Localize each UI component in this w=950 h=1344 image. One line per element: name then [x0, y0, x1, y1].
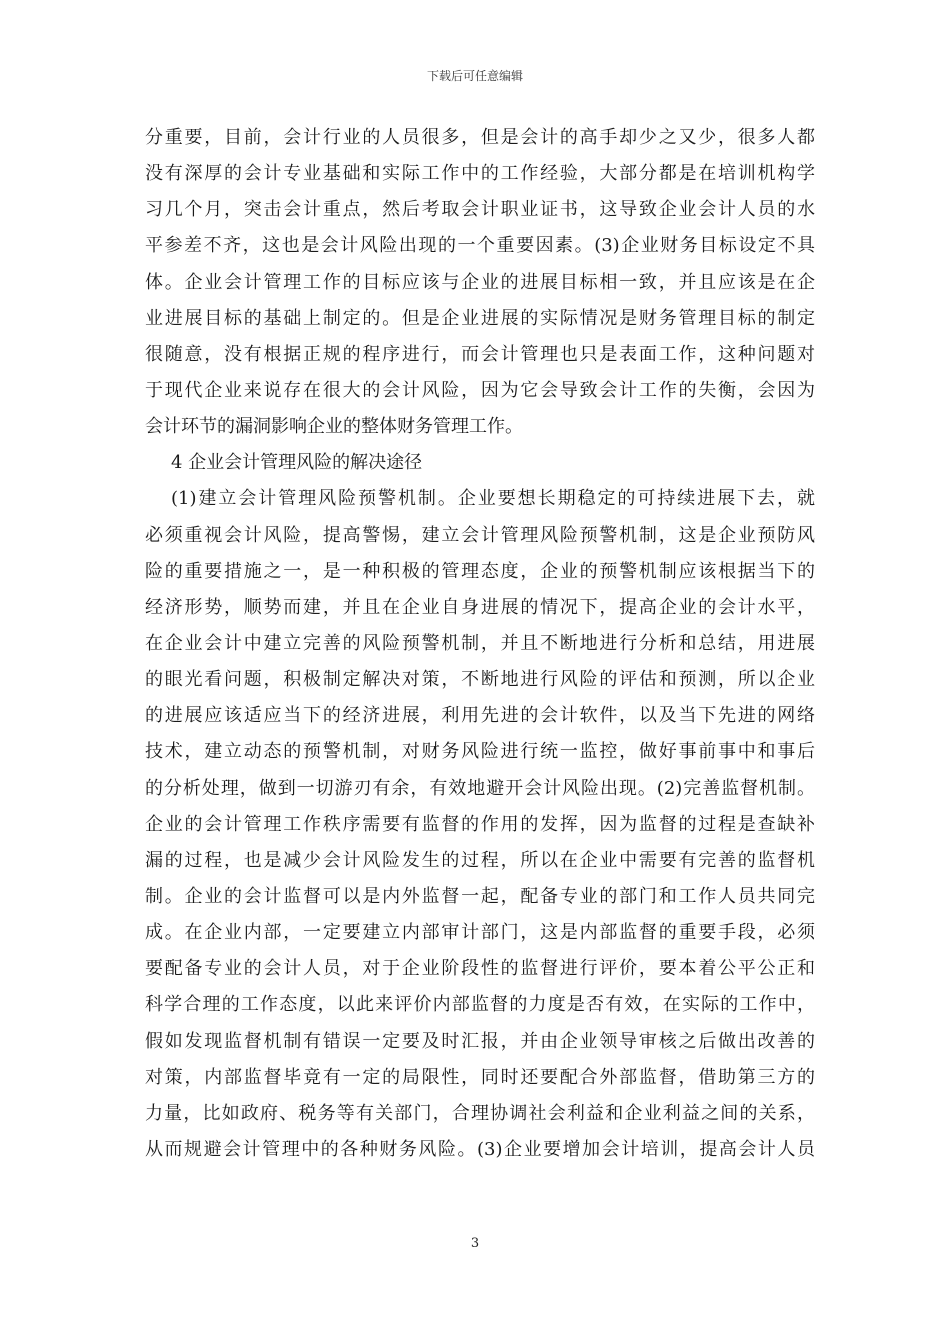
text-line: 从而规避会计管理中的各种财务风险。(3)企业要增加会计培训，提高会计人员 — [145, 1138, 815, 1160]
page-number: 3 — [470, 1236, 480, 1251]
text-line: 险的重要措施之一，是一种积极的管理态度，企业的预警机制应该根据当下的 — [145, 560, 815, 582]
text-line: 体。企业会计管理工作的目标应该与企业的进展目标相一致，并且应该是在企 — [145, 271, 815, 293]
section-heading: 4 企业会计管理风险的解决途径 — [171, 452, 423, 474]
text-line: (1)建立会计管理风险预警机制。企业要想长期稳定的可持续进展下去，就 — [171, 488, 815, 510]
text-line: 习几个月，突击会计重点，然后考取会计职业证书，这导致企业会计人员的水 — [145, 199, 815, 221]
text-line: 制。企业的会计监督可以是内外监督一起，配备专业的部门和工作人员共同完 — [145, 885, 815, 907]
text-line: 漏的过程，也是减少会计风险发生的过程，所以在企业中需要有完善的监督机 — [145, 849, 815, 871]
text-line: 要配备专业的会计人员，对于企业阶段性的监督进行评价，要本着公平公正和 — [145, 958, 815, 980]
text-line: 技术，建立动态的预警机制，对财务风险进行统一监控，做好事前事中和事后 — [145, 741, 815, 763]
text-line: 的眼光看问题，积极制定解决对策，不断地进行风险的评估和预测，所以企业 — [145, 669, 815, 691]
text-line: 力量，比如政府、税务等有关部门，合理协调社会利益和企业利益之间的关系， — [145, 1102, 815, 1124]
text-line: 科学合理的工作态度，以此来评价内部监督的力度是否有效，在实际的工作中， — [145, 994, 815, 1016]
body-text — [145, 120, 815, 1168]
text-line: 经济形势，顺势而建，并且在企业自身进展的情况下，提高企业的会计水平， — [145, 596, 815, 618]
text-line: 没有深厚的会计专业基础和实际工作中的工作经验，大部分都是在培训机构学 — [145, 163, 815, 185]
text-line: 业进展目标的基础上制定的。但是企业进展的实际情况是财务管理目标的制定 — [145, 307, 815, 329]
text-line: 成。在企业内部，一定要建立内部审计部门，这是内部监督的重要手段，必须 — [145, 922, 815, 944]
text-line: 对策，内部监督毕竟有一定的局限性，同时还要配合外部监督，借助第三方的 — [145, 1066, 815, 1088]
text-line: 的进展应该适应当下的经济进展，利用先进的会计软件，以及当下先进的网络 — [145, 705, 815, 727]
text-line: 的分析处理，做到一切游刃有余，有效地避开会计风险出现。(2)完善监督机制。 — [145, 777, 815, 799]
text-line: 很随意，没有根据正规的程序进行，而会计管理也只是表面工作，这种问题对 — [145, 343, 815, 365]
text-line: 在企业会计中建立完善的风险预警机制，并且不断地进行分析和总结，用进展 — [145, 632, 815, 654]
text-line: 假如发现监督机制有错误一定要及时汇报，并由企业领导审核之后做出改善的 — [145, 1030, 815, 1052]
text-line: 于现代企业来说存在很大的会计风险，因为它会导致会计工作的失衡，会因为 — [145, 379, 815, 401]
text-line: 会计环节的漏洞影响企业的整体财务管理工作。 — [145, 416, 523, 438]
text-line: 必须重视会计风险，提高警惕，建立会计管理风险预警机制，这是企业预防风 — [145, 524, 815, 546]
text-line: 企业的会计管理工作秩序需要有监督的作用的发挥，因为监督的过程是查缺补 — [145, 813, 815, 835]
text-line: 平参差不齐，这也是会计风险出现的一个重要因素。(3)企业财务目标设定不具 — [145, 235, 815, 257]
page-header: 下载后可任意编辑 — [426, 69, 523, 83]
text-line: 分重要，目前，会计行业的人员很多，但是会计的高手却少之又少，很多人都 — [145, 127, 815, 148]
